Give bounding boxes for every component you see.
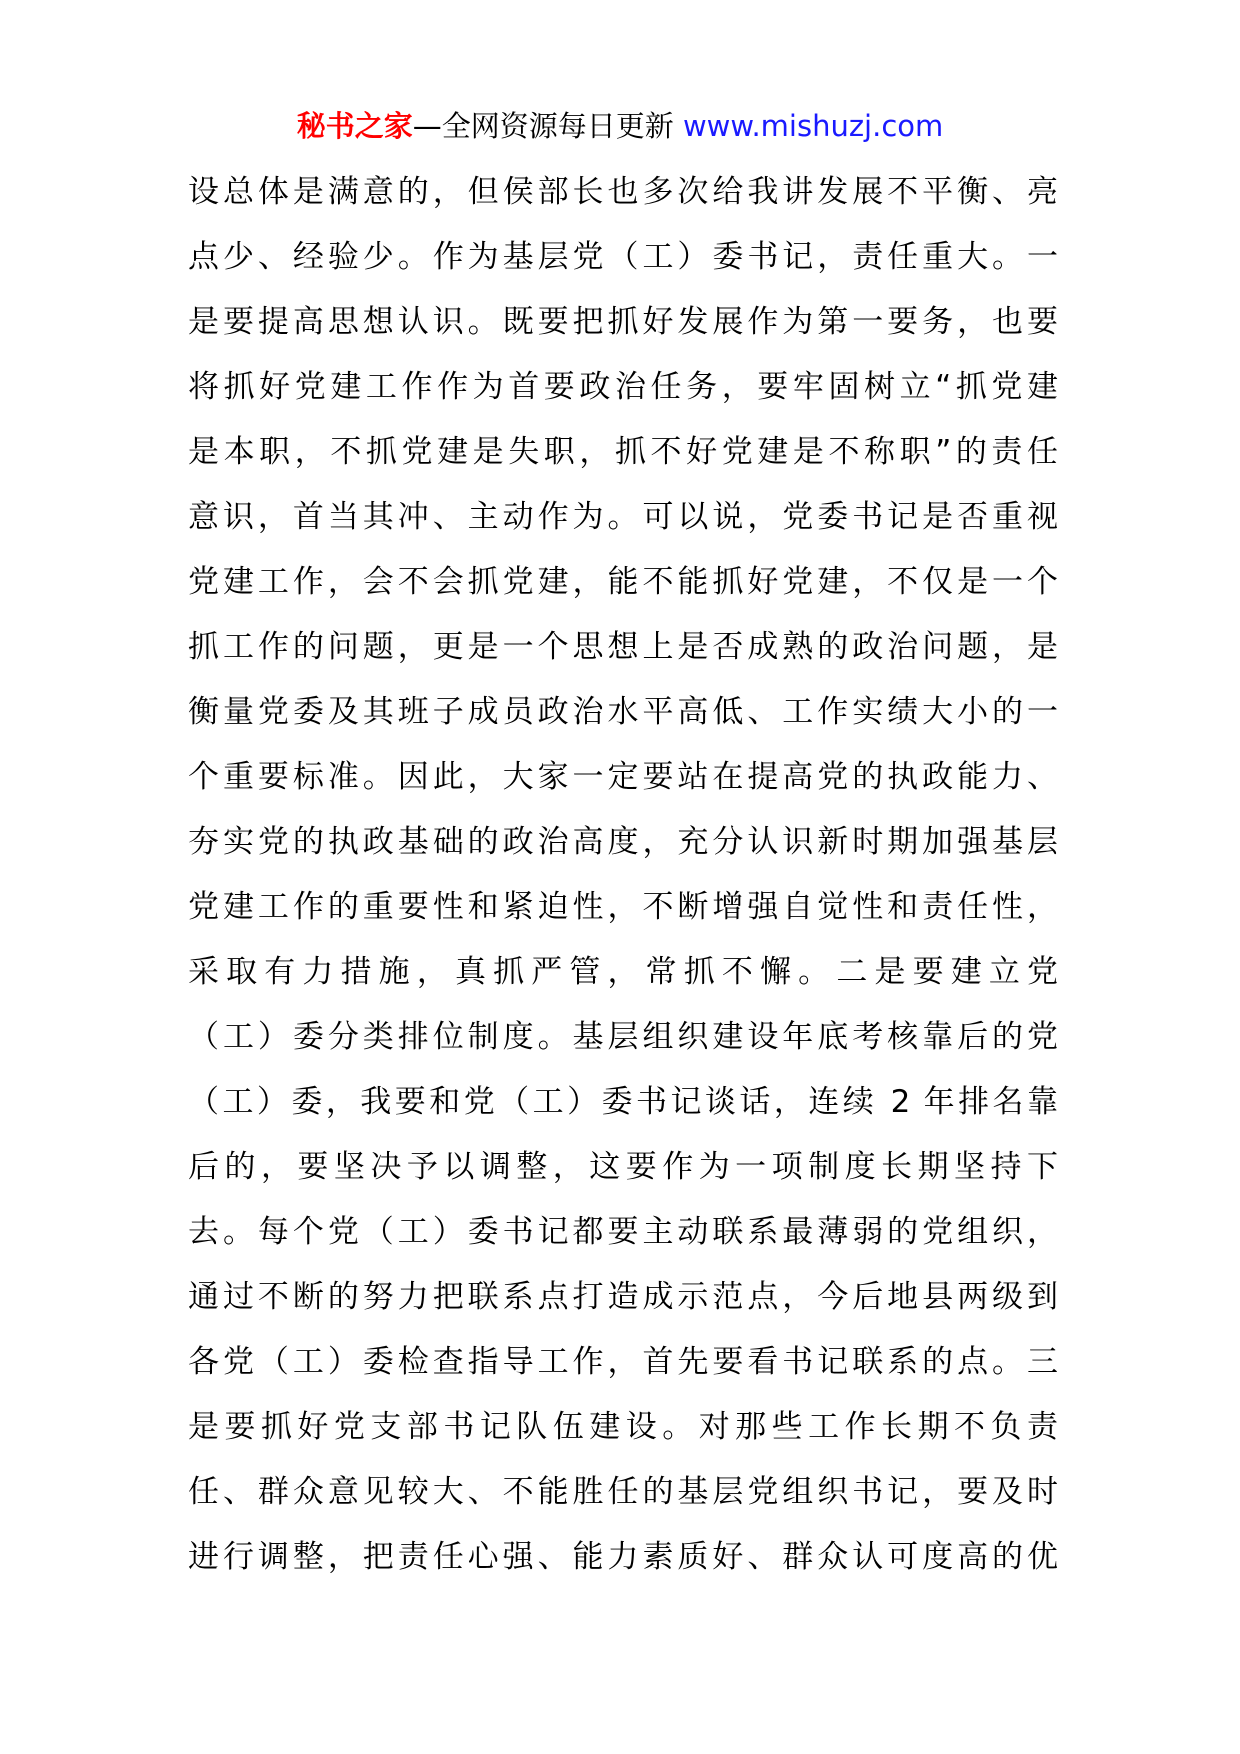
text-line: 是要提高思想认识。既要把抓好发展作为第一要务，也要 [188,304,1058,340]
text-line: 是本职，不抓党建是失职，抓不好党建是不称职”的责任 [188,434,1058,470]
text-line: 衡量党委及其班子成员政治水平高低、工作实绩大小的一 [188,694,1058,730]
text-line: 意识，首当其冲、主动作为。可以说，党委书记是否重视 [188,499,1058,535]
text-line: 点少、经验少。作为基层党（工）委书记，责任重大。一 [188,239,1058,275]
text-line: 进行调整，把责任心强、能力素质好、群众认可度高的优 [188,1539,1058,1575]
text-line: 各党（工）委检查指导工作，首先要看书记联系的点。三 [188,1344,1058,1380]
website-link[interactable]: www.mishuzj.com [682,109,944,143]
text-line: 通过不断的努力把联系点打造成示范点，今后地县两级到 [188,1279,1058,1315]
text-line: 党建工作的重要性和紧迫性，不断增强自觉性和责任性， [188,889,1058,925]
text-line: 设总体是满意的，但侯部长也多次给我讲发展不平衡、亮 [188,174,1058,210]
text-line: 将抓好党建工作作为首要政治任务，要牢固树立“抓党建 [188,369,1058,405]
text-line: 抓工作的问题，更是一个思想上是否成熟的政治问题，是 [188,629,1058,665]
text-line: （工）委分类排位制度。基层组织建设年底考核靠后的党 [188,1019,1058,1055]
page-header [0,98,1240,154]
text-line: 党建工作，会不会抓党建，能不能抓好党建，不仅是一个 [188,564,1058,600]
text-line: （工）委，我要和党（工）委书记谈话，连续 2 年排名靠 [188,1084,1058,1120]
text-line: 去。每个党（工）委书记都要主动联系最薄弱的党组织， [188,1214,1058,1250]
text-line: 采取有力措施，真抓严管，常抓不懈。二是要建立党 [188,954,1058,990]
body-paragraph [188,160,1058,1590]
text-line: 夯实党的执政基础的政治高度，充分认识新时期加强基层 [188,824,1058,860]
text-line: 是要抓好党支部书记队伍建设。对那些工作长期不负责 [188,1409,1058,1445]
text-line: 任、群众意见较大、不能胜任的基层党组织书记，要及时 [188,1474,1058,1510]
text-line: 后的，要坚决予以调整，这要作为一项制度长期坚持下 [188,1149,1058,1185]
header-tagline: —全网资源每日更新 [412,109,674,143]
text-line: 个重要标准。因此，大家一定要站在提高党的执政能力、 [188,759,1058,795]
brand-name: 秘书之家 [296,109,413,143]
